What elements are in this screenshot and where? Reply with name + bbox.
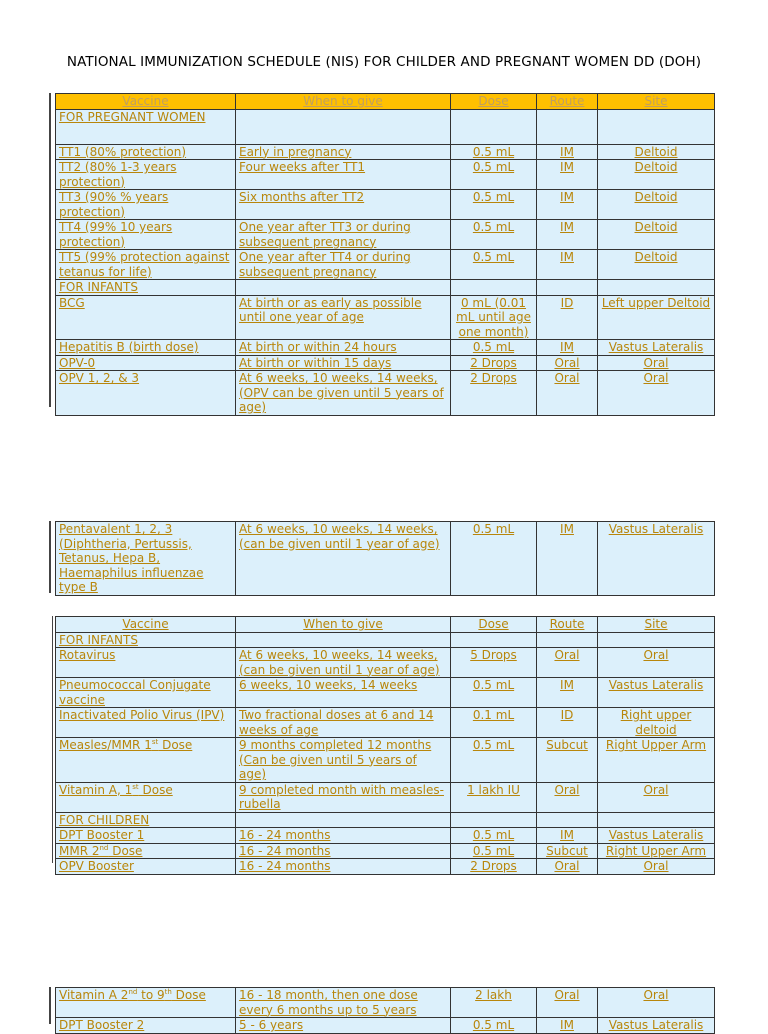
vaccine-label: Vitamin A 2nd to 9th Dose <box>59 988 206 1002</box>
schedule-table-1 <box>55 93 715 416</box>
table-row <box>56 708 715 738</box>
table-row <box>56 220 715 250</box>
dose-cell: 0.5 mL <box>451 160 537 190</box>
header-vaccine: Vaccine <box>56 94 236 110</box>
vaccine-label: Vitamin A, 1st Dose <box>59 782 173 797</box>
left-rule <box>49 93 51 407</box>
when-cell: Two fractional doses at 6 and 14 weeks of age <box>236 708 451 738</box>
header-row <box>56 617 715 633</box>
header-site: Site <box>598 617 715 633</box>
dose-cell: 1 lakh IU <box>451 782 537 812</box>
when-cell: 6 weeks, 10 weeks, 14 weeks <box>236 678 451 708</box>
route-cell: Oral <box>537 371 598 416</box>
vaccine-cell: BCG <box>56 295 236 340</box>
dose-cell: 2 Drops <box>451 355 537 371</box>
vaccine-cell <box>56 843 236 859</box>
site-cell: Deltoid <box>598 160 715 190</box>
site-cell: Right upper deltoid <box>598 708 715 738</box>
left-rule <box>49 521 51 593</box>
route-cell: IM <box>537 522 598 596</box>
table-row <box>56 1018 715 1034</box>
route-cell: Oral <box>537 988 598 1018</box>
site-cell: Oral <box>598 782 715 812</box>
table-row <box>56 190 715 220</box>
site-cell: Right Upper Arm <box>598 738 715 783</box>
route-cell: IM <box>537 190 598 220</box>
header-when: When to give <box>236 94 451 110</box>
route-cell: ID <box>537 295 598 340</box>
site-cell: Oral <box>598 371 715 416</box>
when-cell: At birth or as early as possible until one year of age <box>236 295 451 340</box>
header-row <box>56 94 715 110</box>
section-row <box>56 632 715 648</box>
dose-cell: 0.5 mL <box>451 522 537 596</box>
site-cell: Deltoid <box>598 190 715 220</box>
vaccine-cell: DPT Booster 2 <box>56 1018 236 1034</box>
header-dose: Dose <box>451 94 537 110</box>
site-cell: Oral <box>598 988 715 1018</box>
dose-cell: 2 lakh <box>451 988 537 1018</box>
dose-cell: 0.5 mL <box>451 843 537 859</box>
table-row <box>56 371 715 416</box>
when-cell: At 6 weeks, 10 weeks, 14 weeks, (can be given until 1 year of age) <box>236 648 451 678</box>
route-cell: IM <box>537 220 598 250</box>
table-row <box>56 988 715 1018</box>
vaccine-cell: TT5 (99% protection against tetanus for life) <box>56 250 236 280</box>
vaccine-cell <box>56 782 236 812</box>
when-cell: 5 - 6 years <box>236 1018 451 1034</box>
section-pregnant-women: FOR PREGNANT WOMEN <box>56 109 236 144</box>
section-children: FOR CHILDREN <box>56 812 236 828</box>
dose-cell: 0.5 mL <box>451 828 537 844</box>
when-cell: Six months after TT2 <box>236 190 451 220</box>
table-row <box>56 355 715 371</box>
when-cell: At 6 weeks, 10 weeks, 14 weeks, (OPV can be given until 5 years of age) <box>236 371 451 416</box>
vaccine-cell: Inactivated Polio Virus (IPV) <box>56 708 236 738</box>
dose-cell: 0.5 mL <box>451 340 537 356</box>
vaccine-cell: OPV-0 <box>56 355 236 371</box>
table-row <box>56 843 715 859</box>
vaccine-cell: TT1 (80% protection) <box>56 144 236 160</box>
site-cell: Vastus Lateralis <box>598 828 715 844</box>
when-cell: At birth or within 15 days <box>236 355 451 371</box>
site-cell: Deltoid <box>598 250 715 280</box>
dose-cell: 0 mL (0.01 mL until age one month) <box>451 295 537 340</box>
dose-cell: 0.5 mL <box>451 190 537 220</box>
when-cell: 9 months completed 12 months (Can be given until 5 years of age) <box>236 738 451 783</box>
table-row <box>56 340 715 356</box>
dose-cell: 2 Drops <box>451 859 537 875</box>
dose-cell: 0.5 mL <box>451 220 537 250</box>
site-cell: Oral <box>598 648 715 678</box>
schedule-table-3 <box>55 616 715 875</box>
table-row <box>56 250 715 280</box>
vaccine-cell <box>56 988 236 1018</box>
section-row <box>56 280 715 296</box>
when-cell: Four weeks after TT1 <box>236 160 451 190</box>
vaccine-cell: Pneumococcal Conjugate vaccine <box>56 678 236 708</box>
vaccine-cell: OPV 1, 2, & 3 <box>56 371 236 416</box>
header-route: Route <box>537 617 598 633</box>
route-cell: IM <box>537 828 598 844</box>
vaccine-label: Measles/MMR 1st Dose <box>59 738 193 752</box>
dose-cell: 0.1 mL <box>451 708 537 738</box>
table-row <box>56 678 715 708</box>
route-cell: Subcut <box>537 843 598 859</box>
route-cell: Subcut <box>537 738 598 783</box>
site-cell: Left upper Deltoid <box>598 295 715 340</box>
table-row <box>56 160 715 190</box>
when-cell: Early in pregnancy <box>236 144 451 160</box>
header-route: Route <box>537 94 598 110</box>
route-cell: IM <box>537 340 598 356</box>
left-rule <box>49 987 51 1024</box>
section-infants: FOR INFANTS <box>56 632 236 648</box>
site-cell: Oral <box>598 859 715 875</box>
header-dose: Dose <box>451 617 537 633</box>
section-row <box>56 812 715 828</box>
route-cell: IM <box>537 678 598 708</box>
dose-cell: 5 Drops <box>451 648 537 678</box>
header-site: Site <box>598 94 715 110</box>
route-cell: Oral <box>537 648 598 678</box>
dose-cell: 0.5 mL <box>451 144 537 160</box>
when-cell: One year after TT3 or during subsequent pregnancy <box>236 220 451 250</box>
route-cell: ID <box>537 708 598 738</box>
dose-cell: 0.5 mL <box>451 678 537 708</box>
vaccine-label: MMR 2nd Dose <box>59 843 143 858</box>
schedule-table-2 <box>55 521 715 596</box>
section-infants: FOR INFANTS <box>56 280 236 296</box>
table-row <box>56 738 715 783</box>
dose-cell: 0.5 mL <box>451 250 537 280</box>
site-cell: Vastus Lateralis <box>598 340 715 356</box>
route-cell: IM <box>537 160 598 190</box>
left-rule <box>52 616 53 863</box>
page-title: NATIONAL IMMUNIZATION SCHEDULE (NIS) FOR CHILDER AND PREGNANT WOMEN DD (DOH) <box>66 54 702 70</box>
site-cell: Vastus Lateralis <box>598 678 715 708</box>
dose-cell: 0.5 mL <box>451 738 537 783</box>
section-row <box>56 109 715 144</box>
site-cell: Deltoid <box>598 144 715 160</box>
when-cell: 9 completed month with measles-rubella <box>236 782 451 812</box>
site-cell: Right Upper Arm <box>598 843 715 859</box>
table-row <box>56 144 715 160</box>
route-cell: IM <box>537 144 598 160</box>
table-row <box>56 828 715 844</box>
site-cell: Deltoid <box>598 220 715 250</box>
vaccine-cell: DPT Booster 1 <box>56 828 236 844</box>
table-row <box>56 782 715 812</box>
vaccine-cell: Hepatitis B (birth dose) <box>56 340 236 356</box>
vaccine-cell: Rotavirus <box>56 648 236 678</box>
vaccine-cell: OPV Booster <box>56 859 236 875</box>
vaccine-cell: TT4 (99% 10 years protection) <box>56 220 236 250</box>
route-cell: Oral <box>537 859 598 875</box>
when-cell: 16 - 24 months <box>236 828 451 844</box>
when-cell: At 6 weeks, 10 weeks, 14 weeks, (can be given until 1 year of age) <box>236 522 451 596</box>
dose-cell: 0.5 mL <box>451 1018 537 1034</box>
table-row <box>56 522 715 596</box>
table-row <box>56 295 715 340</box>
route-cell: Oral <box>537 355 598 371</box>
when-cell: At birth or within 24 hours <box>236 340 451 356</box>
table-row <box>56 648 715 678</box>
when-cell: 16 - 24 months <box>236 843 451 859</box>
dose-cell: 2 Drops <box>451 371 537 416</box>
site-cell: Oral <box>598 355 715 371</box>
when-cell: 16 - 24 months <box>236 859 451 875</box>
schedule-table-4 <box>55 987 715 1034</box>
site-cell: Vastus Lateralis <box>598 1018 715 1034</box>
site-cell: Vastus Lateralis <box>598 522 715 596</box>
route-cell: Oral <box>537 782 598 812</box>
vaccine-cell <box>56 738 236 783</box>
header-when: When to give <box>236 617 451 633</box>
vaccine-cell: TT2 (80% 1-3 years protection) <box>56 160 236 190</box>
header-vaccine: Vaccine <box>56 617 236 633</box>
when-cell: 16 - 18 month, then one dose every 6 months up to 5 years <box>236 988 451 1018</box>
table-row <box>56 859 715 875</box>
vaccine-cell: TT3 (90% % years protection) <box>56 190 236 220</box>
route-cell: IM <box>537 250 598 280</box>
route-cell: IM <box>537 1018 598 1034</box>
when-cell: One year after TT4 or during subsequent pregnancy <box>236 250 451 280</box>
vaccine-cell: Pentavalent 1, 2, 3 (Diphtheria, Pertussis, Tetanus, Hepa B, Haemaphilus influenzae type B <box>56 522 236 596</box>
